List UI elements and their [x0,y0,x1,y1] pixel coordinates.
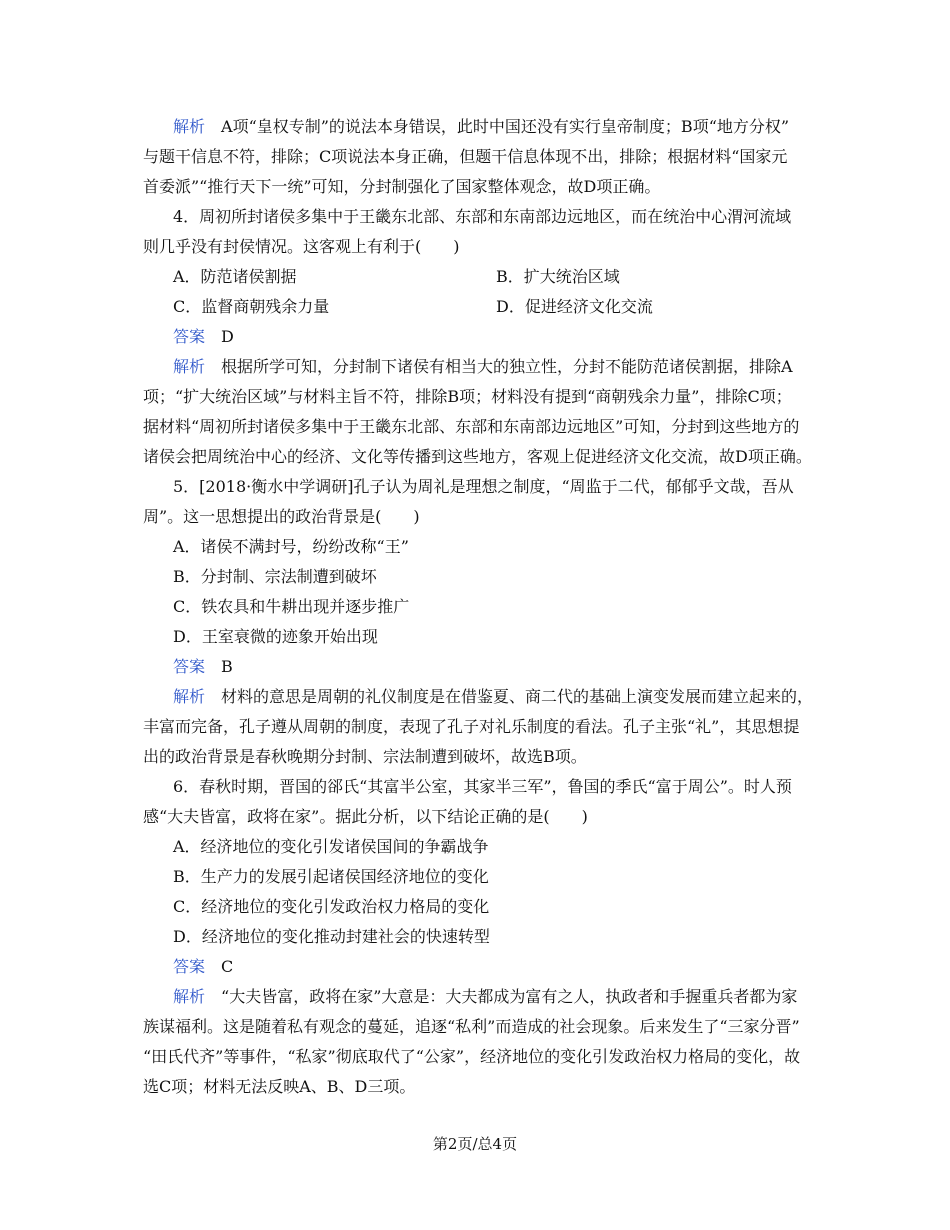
q3-analysis-line-3: 首委派”“推行天下一统”可知，分封制强化了国家整体观念，故D项正确。 [143,177,661,196]
q6-option-c: C．经济地位的变化引发政治权力格局的变化 [173,897,490,916]
q4-analysis-line-3: 据材料“周初所封诸侯多集中于王畿东北部、东部和东南部边远地区”可知，分封到这些地方的 [143,417,800,436]
page-footer: 第2页/总4页 [432,1135,518,1153]
q4-analysis-line-1: 解析 根据所学可知，分封制下诸侯有相当大的独立性，分封不能防范诸侯割据，排除A [173,357,793,376]
answer-label: 答案 [173,657,206,676]
q5-option-a: A．诸侯不满封号，纷纷改称“王” [173,537,409,556]
q5-answer: 答案 B [173,657,233,676]
analysis-label: 解析 [173,357,206,376]
q4-option-d: D．促进经济文化交流 [496,297,653,316]
q4-option-b: B．扩大统治区域 [496,267,620,286]
analysis-label: 解析 [173,987,206,1006]
q5-stem-line-1: 5．[2018·衡水中学调研]孔子认为周礼是理想之制度，“周监于二代，郁郁乎文哉，吾从 [173,477,794,496]
q4-analysis-line-4: 诸侯会把周统治中心的经济、文化等传播到这些地方，客观上促进经济文化交流，故D项正确。 [143,447,812,466]
answer-label: 答案 [173,327,206,346]
q6-analysis-line-1: 解析 “大夫皆富，政将在家”大意是：大夫都成为富有之人，执政者和手握重兵者都为家 [173,987,798,1006]
q6-answer: 答案 C [173,957,234,976]
q4-answer: 答案 D [173,327,234,346]
q6-analysis-line-3: “田氏代齐”等事件，“私家”彻底取代了“公家”，经济地位的变化引发政治权力格局的变化，故 [143,1047,801,1066]
q5-analysis-line-1: 解析 材料的意思是周朝的礼仪制度是在借鉴夏、商二代的基础上演变发展而建立起来的， [173,687,814,706]
q6-analysis-line-2: 族谋福利。这是随着私有观念的蔓延，追逐“私利”而造成的社会现象。后来发生了“三家分晋” [143,1017,800,1036]
q6-option-b: B．生产力的发展引起诸侯国经济地位的变化 [173,867,489,886]
q4-option-a: A．防范诸侯割据 [173,267,297,286]
analysis-label: 解析 [173,117,206,136]
q5-analysis-line-3: 出的政治背景是春秋晚期分封制、宗法制遭到破坏，故选B项。 [143,747,587,766]
answer-label: 答案 [173,957,206,976]
q3-analysis-line-2: 与题干信息不符，排除；C项说法本身正确，但题干信息体现不出，排除；根据材料“国家元 [143,147,788,166]
q6-stem-line-1: 6．春秋时期，晋国的郤氏“其富半公室，其家半三军”，鲁国的季氏“富于周公”。时人预 [173,777,792,796]
q5-option-d: D．王室衰微的迹象开始出现 [173,627,378,646]
q4-stem-line-2: 则几乎没有封侯情况。这客观上有利于( ) [143,237,460,256]
q5-stem-line-2: 周”。这一思想提出的政治背景是( ) [143,507,420,526]
q5-analysis-line-2: 丰富而完备，孔子遵从周朝的制度，表现了孔子对礼乐制度的看法。孔子主张“礼”，其思想提 [143,717,800,736]
q6-option-d: D．经济地位的变化推动封建社会的快速转型 [173,927,490,946]
analysis-label: 解析 [173,687,206,706]
q6-stem-line-2: 感“大夫皆富，政将在家”。据此分析，以下结论正确的是( ) [143,807,588,826]
q3-analysis-line-1: 解析 A项“皇权专制”的说法本身错误，此时中国还没有实行皇帝制度；B项“地方分权” [173,117,790,136]
q5-option-b: B．分封制、宗法制遭到破坏 [173,567,377,586]
q6-analysis-line-4: 选C项；材料无法反映A、B、D三项。 [143,1077,416,1096]
q5-option-c: C．铁农具和牛耕出现并逐步推广 [173,597,410,616]
q4-analysis-line-2: 项；“扩大统治区域”与材料主旨不符，排除B项；材料没有提到“商朝残余力量”，排除C项； [143,387,792,406]
q4-stem-line-1: 4．周初所封诸侯多集中于王畿东北部、东部和东南部边远地区，而在统治中心渭河流域 [173,207,792,226]
q6-option-a: A．经济地位的变化引发诸侯国间的争霸战争 [173,837,489,856]
q4-option-c: C．监督商朝残余力量 [173,297,330,316]
